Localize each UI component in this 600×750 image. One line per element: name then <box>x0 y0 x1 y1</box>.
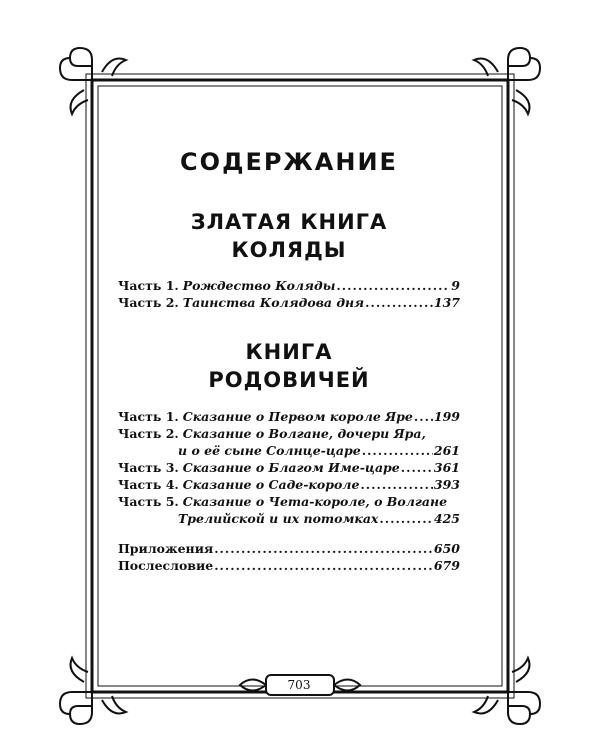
toc-entry[interactable] <box>118 493 460 510</box>
entry-name: Приложения <box>118 541 214 556</box>
page-number: 703 <box>287 678 311 692</box>
entry-part: Часть 2. <box>118 295 179 310</box>
toc-entry-continuation[interactable] <box>118 510 460 527</box>
toc-entry[interactable] <box>118 294 460 311</box>
book2-entries <box>118 408 460 527</box>
entry-part: Часть 1. <box>118 278 179 293</box>
entry-page: 650 <box>433 541 460 556</box>
dot-leader <box>360 476 433 493</box>
toc-entry-continuation[interactable] <box>118 442 460 459</box>
book1-title-line2: КОЛЯДЫ <box>231 238 347 262</box>
toc-entry[interactable] <box>118 277 460 294</box>
book1-entries <box>118 277 460 311</box>
dot-leader <box>379 510 433 527</box>
book2-title-line1: КНИГА <box>245 340 333 364</box>
entry-name: Сказание о Чета-короле, о Волгане <box>182 494 448 509</box>
entry-part: Часть 1. <box>118 409 179 424</box>
dot-leader <box>336 277 450 294</box>
entry-page: 9 <box>451 278 460 293</box>
toc-entry[interactable] <box>118 459 460 476</box>
toc-entry[interactable] <box>118 540 460 557</box>
entry-part: Часть 2. <box>118 426 179 441</box>
entry-name: Сказание о Саде-короле <box>182 477 360 492</box>
entry-page: 137 <box>433 295 460 310</box>
entry-page: 425 <box>433 511 460 526</box>
book1-title <box>118 208 460 264</box>
appendix-entries <box>118 540 460 574</box>
entry-name: Таинства Колядова дня <box>182 295 365 310</box>
dot-leader <box>365 294 433 311</box>
entry-page: 199 <box>433 409 460 424</box>
book1-title-line1: ЗЛАТАЯ КНИГА <box>190 210 388 234</box>
book2-title <box>118 338 460 394</box>
entry-name: Сказание о Первом короле Яре <box>182 409 413 424</box>
entry-name: Послесловие <box>118 558 214 573</box>
entry-page: 679 <box>433 558 460 573</box>
entry-name: Сказание о Благом Име-царе <box>182 460 400 475</box>
entry-name: Рождество Коляды <box>182 278 336 293</box>
dot-leader <box>401 459 433 476</box>
entry-name-cont: Трелийской и их потомках <box>178 511 379 526</box>
entry-part: Часть 4. <box>118 477 179 492</box>
toc-entry[interactable] <box>118 476 460 493</box>
toc-entry[interactable] <box>118 408 460 425</box>
entry-part: Часть 3. <box>118 460 179 475</box>
entry-page: 361 <box>433 460 460 475</box>
toc-content <box>118 0 460 750</box>
entry-page: 393 <box>433 477 460 492</box>
dot-leader <box>214 540 433 557</box>
entry-part: Часть 5. <box>118 494 179 509</box>
dot-leader <box>414 408 433 425</box>
book2-title-line2: РОДОВИЧЕЙ <box>208 368 370 392</box>
dot-leader <box>214 557 433 574</box>
entry-name: Сказание о Волгане, дочери Яра, <box>182 426 426 441</box>
toc-heading: СОДЕРЖАНИЕ <box>180 148 398 176</box>
entry-name-cont: и о её сыне Солнце-царе <box>178 443 361 458</box>
dot-leader <box>362 442 433 459</box>
toc-entry[interactable] <box>118 557 460 574</box>
entry-page: 261 <box>433 443 460 458</box>
toc-entry[interactable] <box>118 425 460 442</box>
